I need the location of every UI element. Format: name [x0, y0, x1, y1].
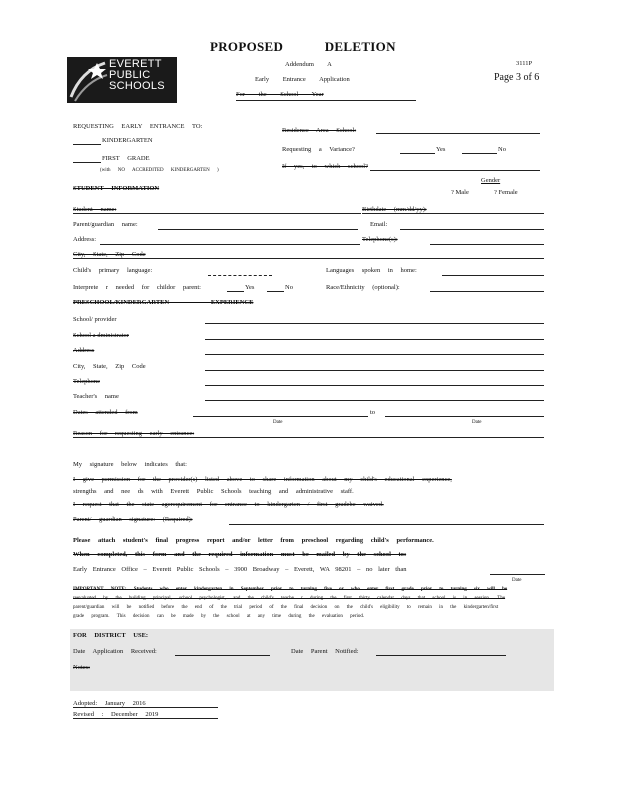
email-label: Email: — [370, 221, 388, 228]
interpreter-no: No — [285, 284, 293, 291]
subtitle-school-year: For the School Year — [236, 91, 324, 98]
which-school-field[interactable] — [370, 170, 540, 171]
permission-statement-cont: strengths and nee ds with Everett Public Schools teaching and administrative staff. — [73, 488, 354, 495]
revised-date: Revised : December 2019 — [73, 711, 159, 718]
address-label: Address: — [73, 236, 97, 243]
attach-report-notice: Please attach student's final progress report and/or letter from preschool regarding child's performance. — [73, 537, 434, 544]
logo-swoosh-icon — [67, 57, 111, 103]
preschool-heading: PRESCHOOL/KINDERGARTEN EXPERIENCE — [73, 299, 254, 306]
preschool-field-label-5: Telephone — [73, 378, 100, 385]
reason-label: Reason for requesting early entrance: — [73, 430, 195, 437]
first-grade-checkbox-line[interactable] — [73, 162, 101, 163]
important-note-line-2: reevaluated by the building principal, school psychologist, and the child's teache r during the first thirty calendar days that school is in session. The — [73, 596, 506, 601]
gender-female[interactable]: ? Female — [494, 189, 518, 196]
logo-wordmark — [109, 59, 165, 92]
deadline-date-caption: Date — [512, 578, 522, 583]
interpreter-yes: Yes — [245, 284, 255, 291]
parent-signature-field[interactable] — [229, 524, 544, 525]
telephone-label: Telephone(s): — [362, 236, 398, 243]
parent-signature-label: Parent/ guardian signature: (Required): — [73, 516, 193, 523]
preschool-telephone-field[interactable] — [205, 385, 544, 386]
birthdate-label: Birthdate (mm/dd/yy): — [362, 206, 427, 213]
languages-home-label: Languages spoken in home: — [326, 267, 417, 274]
preschool-field-label-2: School a dministrator — [73, 332, 129, 339]
policy-code: 3111P — [516, 60, 533, 67]
permission-statement: I give permission for the provider(s) listed above to share information about my child's educational experience, — [73, 476, 452, 483]
kindergarten-checkbox-line[interactable] — [73, 144, 101, 145]
parent-name-label: Parent/guardian name: — [73, 221, 138, 228]
variance-no-line[interactable] — [462, 153, 497, 154]
dates-to-label: to — [370, 409, 376, 416]
languages-home-field[interactable] — [442, 275, 544, 276]
preschool-field-label-1: School/ provider — [73, 316, 117, 323]
reason-field[interactable] — [73, 437, 544, 438]
important-note-line-4: grade program. This decision can be made by the school at any time during the evaluation period. — [73, 614, 365, 619]
date-received-field[interactable] — [175, 655, 270, 656]
subtitle-addendum: Addendum A — [285, 61, 332, 68]
variance-question: Requesting a Variance? — [282, 146, 355, 153]
logo-line-3: SCHOOLS — [109, 80, 165, 92]
preschool-field-label-4: City, State, Zip Code — [73, 363, 146, 370]
interpreter-no-line[interactable] — [267, 291, 284, 292]
important-note-line-1: IMPORTANT NOTE: Students who enter kindergarten in September prior to turning five or who enter first grade prior to turning six will be — [73, 587, 508, 592]
mailing-address: Early Entrance Office – Everett Public Schools – 3900 Broadway – Everett, WA 98201 – no later than — [73, 566, 407, 573]
city-state-zip-field[interactable] — [73, 258, 544, 259]
city-state-zip-label: City, State, Zip Code — [73, 251, 146, 258]
date-to-caption: Date — [472, 420, 482, 425]
residence-area-field[interactable] — [376, 133, 540, 134]
variance-yes-line[interactable] — [400, 153, 435, 154]
interpreter-label: Interprete r needed for childor parent: — [73, 284, 201, 291]
mail-notice: When completed, this form and the required information must be mailed by the school to: — [73, 551, 407, 558]
preschool-field-label-3: Address — [73, 347, 95, 354]
email-field[interactable] — [400, 229, 544, 230]
residence-area-label: Residence Area School: — [282, 127, 357, 134]
subtitle-application: Early Entrance Application — [255, 76, 350, 83]
school-year-line — [236, 100, 416, 101]
race-field[interactable] — [430, 291, 544, 292]
primary-language-field[interactable] — [208, 275, 272, 276]
preschool-address-field[interactable] — [205, 354, 544, 355]
preschool-field-label-6: Teacher's name — [73, 393, 119, 400]
notes-label: Notes: — [73, 664, 90, 671]
deadline-date-field[interactable] — [490, 574, 545, 575]
adopted-date: Adopted: January 2016 — [73, 700, 146, 707]
signature-intro: My signature below indicates that: — [73, 461, 187, 468]
student-name-label: Student name: — [73, 206, 117, 213]
accredited-note: (with NO ACCREDITED KINDERGARTEN ) — [100, 168, 219, 173]
waiver-statement: I request that the state agerequirement for entrance to kindergarten / first gradebe waived. — [73, 501, 384, 508]
district-use-heading: FOR DISTRICT USE: — [73, 632, 149, 639]
primary-language-label: Child's primary language: — [73, 267, 153, 274]
gender-label: Gender — [481, 177, 501, 184]
logo-line-1: EVERETT — [109, 58, 162, 70]
kindergarten-option: KINDERGARTEN — [102, 137, 153, 144]
first-grade-option: FIRST GRADE — [102, 155, 150, 162]
teacher-name-field[interactable] — [205, 400, 544, 401]
date-to-field[interactable] — [385, 416, 544, 417]
race-label: Race/Ethnicity (optional): — [326, 284, 400, 291]
adopted-underline — [73, 707, 218, 708]
address-field[interactable] — [100, 244, 360, 245]
date-from-field[interactable] — [193, 416, 368, 417]
student-name-field[interactable] — [73, 213, 361, 214]
district-logo — [67, 57, 177, 103]
date-received-label: Date Application Received: — [73, 648, 157, 655]
variance-yes: Yes — [436, 146, 446, 153]
telephone-field[interactable] — [430, 244, 544, 245]
important-note-line-3: parent/guardian will be notified before the end of the trial period of the final decision on the child's eligibility to remain in the kindergarten/first — [73, 605, 499, 610]
interpreter-yes-line[interactable] — [227, 291, 244, 292]
logo-line-2: PUBLIC — [109, 69, 151, 81]
request-label: REQUESTING EARLY ENTRANCE TO: — [73, 123, 203, 130]
dates-attended-label: Dates attended from — [73, 409, 138, 416]
birthdate-field[interactable] — [362, 213, 544, 214]
page-number: Page 3 of 6 — [494, 72, 540, 83]
page-title: PROPOSED DELETION — [210, 39, 396, 54]
revised-underline — [73, 718, 218, 719]
variance-no: No — [498, 146, 506, 153]
preschool-city-field[interactable] — [205, 370, 544, 371]
date-notified-field[interactable] — [376, 655, 506, 656]
parent-name-field[interactable] — [158, 229, 358, 230]
date-notified-label: Date Parent Notified: — [291, 648, 359, 655]
administrator-field[interactable] — [205, 339, 544, 340]
student-info-heading: STUDENT INFORMATION — [73, 185, 160, 192]
provider-field[interactable] — [205, 323, 544, 324]
date-from-caption: Date — [273, 420, 283, 425]
which-school-label: If yes, to which school? — [282, 163, 368, 170]
gender-male[interactable]: ? Male — [451, 189, 469, 196]
